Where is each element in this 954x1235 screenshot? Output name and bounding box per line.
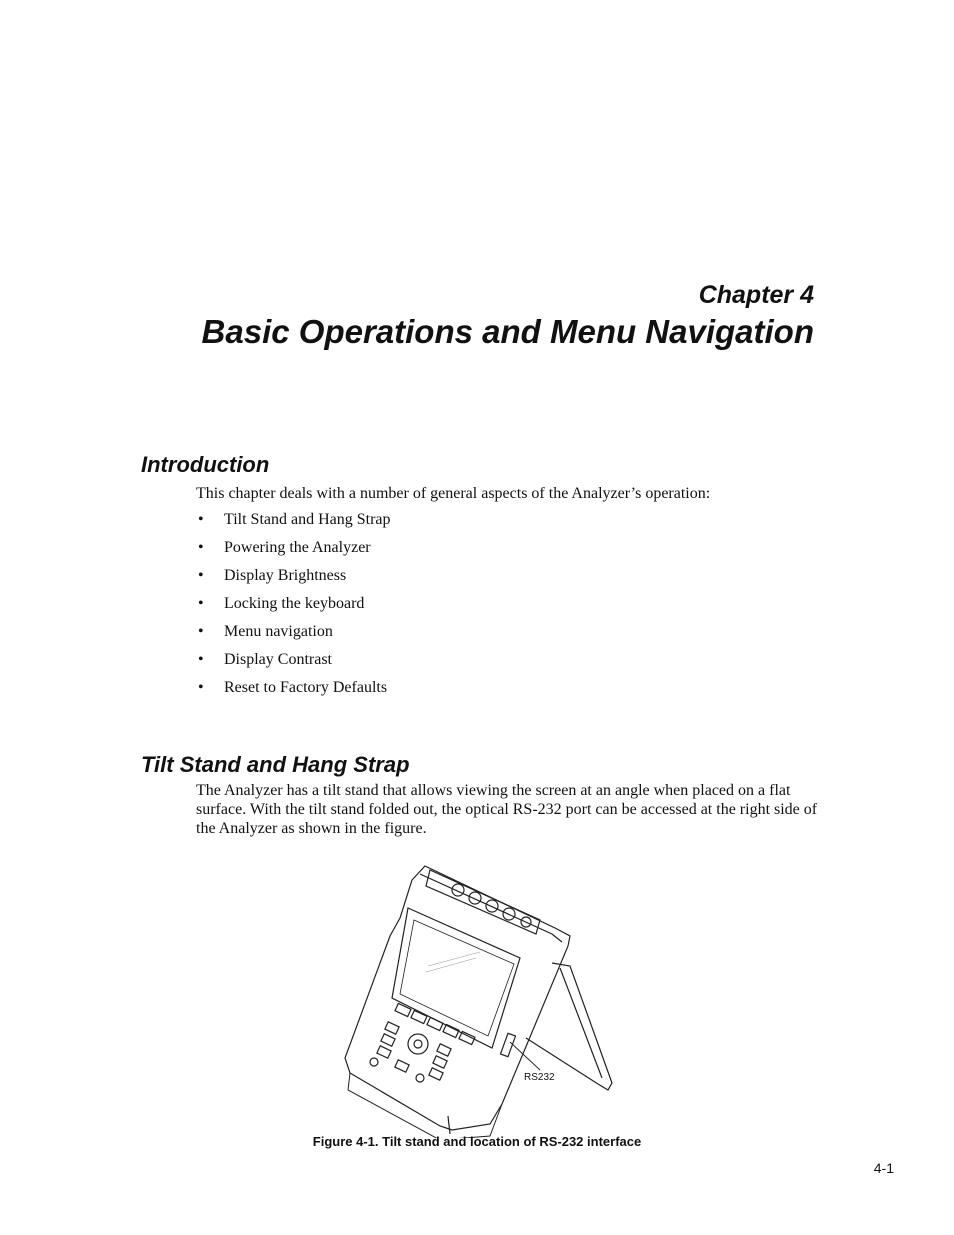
- bullet-icon: •: [198, 595, 204, 612]
- list-item: [196, 678, 391, 706]
- list-item: [196, 622, 391, 650]
- tilt-stand-paragraph: The Analyzer has a tilt stand that allows viewing the screen at an angle when placed on a flat surface. With the tilt stand folded out, the optical RS-232 port can be accessed at the right side of the Analyzer as shown in the figure.: [196, 782, 818, 837]
- bullet-icon: •: [198, 511, 204, 528]
- list-item-text: Powering the Analyzer: [224, 539, 371, 556]
- list-item-text: Reset to Factory Defaults: [224, 679, 388, 696]
- figure-caption-text: Figure 4-1. Tilt stand and location of RS-232 interface: [312, 1134, 642, 1149]
- bullet-icon: •: [198, 651, 204, 668]
- introduction-bullet-list: [196, 510, 391, 706]
- bullet-icon: •: [198, 623, 204, 640]
- list-item: [196, 650, 391, 678]
- page-number: 4-1: [873, 1160, 894, 1176]
- introduction-heading: Introduction: [141, 452, 270, 477]
- list-item: [196, 510, 391, 538]
- analyzer-illustration: [330, 858, 630, 1138]
- list-item: [196, 538, 391, 566]
- chapter-title: Basic Operations and Menu Navigation: [201, 313, 814, 350]
- bullet-icon: •: [198, 679, 204, 696]
- bullet-icon: •: [198, 539, 204, 556]
- list-item: [196, 566, 391, 594]
- analyzer-figure: [330, 858, 630, 1138]
- list-item: [196, 594, 391, 622]
- list-item-text: Display Contrast: [224, 651, 332, 668]
- chapter-label: Chapter 4: [698, 281, 814, 309]
- list-item-text: Tilt Stand and Hang Strap: [224, 511, 391, 528]
- list-item-text: Menu navigation: [224, 623, 333, 640]
- bullet-icon: •: [198, 567, 204, 584]
- introduction-text: This chapter deals with a number of general aspects of the Analyzer’s operation:: [196, 485, 711, 502]
- figure-caption: [0, 1134, 954, 1149]
- rs232-callout-label: RS232: [524, 1072, 555, 1083]
- tilt-stand-heading: Tilt Stand and Hang Strap: [141, 752, 410, 777]
- list-item-text: Display Brightness: [224, 567, 347, 584]
- list-item-text: Locking the keyboard: [224, 595, 365, 612]
